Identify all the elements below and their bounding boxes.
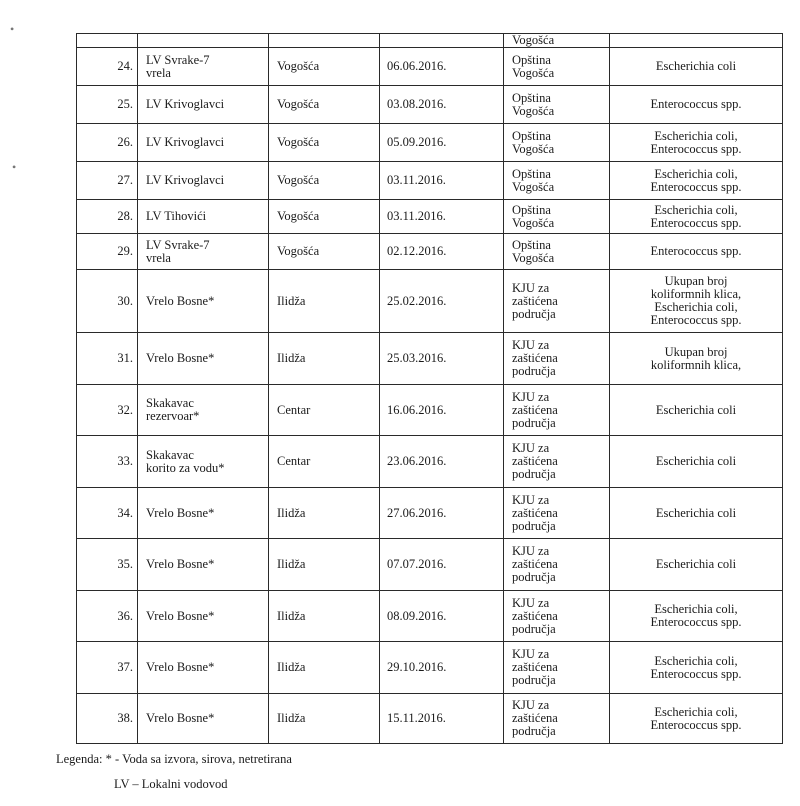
- result-cell: Ukupan broj koliformnih klica,: [610, 333, 783, 385]
- result-cell: Escherichia coli, Enterococcus spp.: [610, 124, 783, 162]
- date-cell: 16.06.2016.: [380, 385, 504, 436]
- table-row: [77, 234, 783, 270]
- table-row: [77, 124, 783, 162]
- scan-mark: •: [12, 160, 17, 174]
- location-cell: Vrelo Bosne*: [138, 333, 269, 385]
- authority-cell: Vogošća: [504, 34, 610, 48]
- row-number: 29.: [77, 234, 138, 270]
- location-cell: Vrelo Bosne*: [138, 539, 269, 591]
- date-cell: 03.11.2016.: [380, 162, 504, 200]
- municipality-cell: Ilidža: [269, 333, 380, 385]
- location-cell: Vrelo Bosne*: [138, 488, 269, 539]
- authority-cell: KJU za zaštićena područja: [504, 436, 610, 488]
- authority-cell: Opština Vogošća: [504, 162, 610, 200]
- location-cell: Skakavac korito za vodu*: [138, 436, 269, 488]
- result-cell: Escherichia coli: [610, 436, 783, 488]
- municipality-cell: Ilidža: [269, 642, 380, 694]
- date-cell: 08.09.2016.: [380, 591, 504, 642]
- result-cell: Enterococcus spp.: [610, 86, 783, 124]
- row-number: 35.: [77, 539, 138, 591]
- date-cell: 25.02.2016.: [380, 270, 504, 333]
- authority-cell: KJU za zaštićena područja: [504, 539, 610, 591]
- date-cell: 23.06.2016.: [380, 436, 504, 488]
- row-number: 33.: [77, 436, 138, 488]
- table-row: [77, 200, 783, 234]
- row-number: 25.: [77, 86, 138, 124]
- result-cell: Escherichia coli, Enterococcus spp.: [610, 162, 783, 200]
- authority-cell: KJU za zaštićena područja: [504, 642, 610, 694]
- table-row: [77, 333, 783, 385]
- result-cell: Enterococcus spp.: [610, 234, 783, 270]
- authority-cell: KJU za zaštićena područja: [504, 385, 610, 436]
- row-number: 34.: [77, 488, 138, 539]
- row-number: 24.: [77, 48, 138, 86]
- location-cell: LV Krivoglavci: [138, 162, 269, 200]
- legend-line-1: Legenda: * - Voda sa izvora, sirova, netretirana: [56, 752, 292, 766]
- result-cell: Escherichia coli: [610, 539, 783, 591]
- location-cell: Vrelo Bosne*: [138, 270, 269, 333]
- location-cell: LV Svrake-7 vrela: [138, 48, 269, 86]
- table-row: [77, 539, 783, 591]
- date-cell: 05.09.2016.: [380, 124, 504, 162]
- authority-cell: Opština Vogošća: [504, 200, 610, 234]
- authority-cell: KJU za zaštićena područja: [504, 694, 610, 744]
- legend-line-2: LV – Lokalni vodovod: [114, 777, 228, 791]
- table-row: [77, 34, 783, 48]
- row-number: 37.: [77, 642, 138, 694]
- municipality-cell: Ilidža: [269, 488, 380, 539]
- authority-cell: Opština Vogošća: [504, 124, 610, 162]
- row-number: 36.: [77, 591, 138, 642]
- authority-cell: Opština Vogošća: [504, 234, 610, 270]
- result-cell: Escherichia coli: [610, 48, 783, 86]
- date-cell: 15.11.2016.: [380, 694, 504, 744]
- row-number: 27.: [77, 162, 138, 200]
- municipality-cell: [269, 34, 380, 48]
- table-row: [77, 488, 783, 539]
- table-row: [77, 48, 783, 86]
- table-row: [77, 270, 783, 333]
- date-cell: 02.12.2016.: [380, 234, 504, 270]
- authority-cell: KJU za zaštićena područja: [504, 333, 610, 385]
- municipality-cell: Vogošća: [269, 86, 380, 124]
- table-row: [77, 694, 783, 744]
- row-number: [77, 34, 138, 48]
- date-cell: 03.08.2016.: [380, 86, 504, 124]
- row-number: 32.: [77, 385, 138, 436]
- location-cell: LV Tihovići: [138, 200, 269, 234]
- table-row: [77, 436, 783, 488]
- date-cell: [380, 34, 504, 48]
- table-row: [77, 86, 783, 124]
- row-number: 26.: [77, 124, 138, 162]
- row-number: 31.: [77, 333, 138, 385]
- result-cell: Ukupan broj koliformnih klica, Escherichia coli, Enterococcus spp.: [610, 270, 783, 333]
- row-number: 28.: [77, 200, 138, 234]
- result-cell: Escherichia coli, Enterococcus spp.: [610, 694, 783, 744]
- result-cell: Escherichia coli: [610, 488, 783, 539]
- municipality-cell: Ilidža: [269, 694, 380, 744]
- municipality-cell: Vogošća: [269, 200, 380, 234]
- result-cell: [610, 34, 783, 48]
- scan-mark: •: [10, 22, 15, 36]
- date-cell: 03.11.2016.: [380, 200, 504, 234]
- municipality-cell: Centar: [269, 385, 380, 436]
- municipality-cell: Vogošća: [269, 234, 380, 270]
- date-cell: 06.06.2016.: [380, 48, 504, 86]
- authority-cell: Opština Vogošća: [504, 86, 610, 124]
- result-cell: Escherichia coli, Enterococcus spp.: [610, 591, 783, 642]
- location-cell: Vrelo Bosne*: [138, 694, 269, 744]
- table-row: [77, 385, 783, 436]
- municipality-cell: Vogošća: [269, 48, 380, 86]
- table-row: [77, 591, 783, 642]
- location-cell: Skakavac rezervoar*: [138, 385, 269, 436]
- result-cell: Escherichia coli, Enterococcus spp.: [610, 200, 783, 234]
- location-cell: [138, 34, 269, 48]
- municipality-cell: Ilidža: [269, 270, 380, 333]
- date-cell: 07.07.2016.: [380, 539, 504, 591]
- municipality-cell: Vogošća: [269, 124, 380, 162]
- authority-cell: KJU za zaštićena područja: [504, 591, 610, 642]
- row-number: 38.: [77, 694, 138, 744]
- date-cell: 25.03.2016.: [380, 333, 504, 385]
- location-cell: Vrelo Bosne*: [138, 591, 269, 642]
- municipality-cell: Vogošća: [269, 162, 380, 200]
- result-cell: Escherichia coli: [610, 385, 783, 436]
- table-row: [77, 162, 783, 200]
- location-cell: LV Krivoglavci: [138, 124, 269, 162]
- date-cell: 27.06.2016.: [380, 488, 504, 539]
- authority-cell: Opština Vogošća: [504, 48, 610, 86]
- date-cell: 29.10.2016.: [380, 642, 504, 694]
- result-cell: Escherichia coli, Enterococcus spp.: [610, 642, 783, 694]
- table-row: [77, 642, 783, 694]
- authority-cell: KJU za zaštićena područja: [504, 270, 610, 333]
- authority-cell: KJU za zaštićena područja: [504, 488, 610, 539]
- location-cell: LV Krivoglavci: [138, 86, 269, 124]
- location-cell: Vrelo Bosne*: [138, 642, 269, 694]
- row-number: 30.: [77, 270, 138, 333]
- location-cell: LV Svrake-7 vrela: [138, 234, 269, 270]
- municipality-cell: Centar: [269, 436, 380, 488]
- municipality-cell: Ilidža: [269, 539, 380, 591]
- municipality-cell: Ilidža: [269, 591, 380, 642]
- water-samples-table: [76, 33, 783, 744]
